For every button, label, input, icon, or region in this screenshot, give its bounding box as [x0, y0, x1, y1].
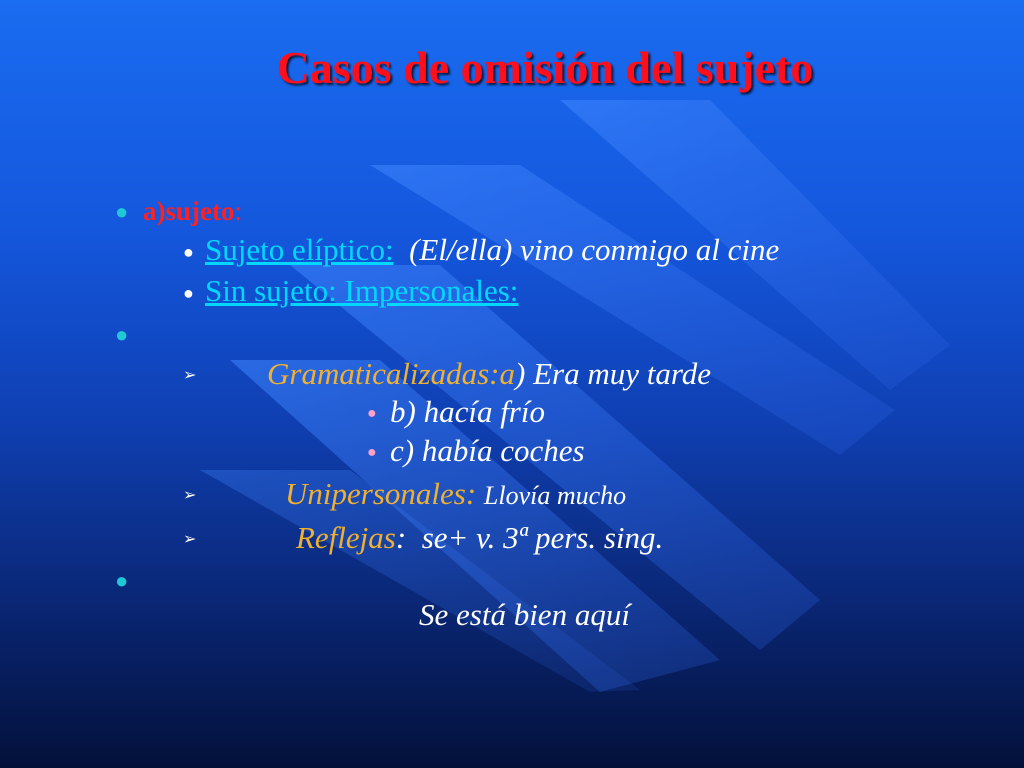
item-hacia-frio: b) hacía frío	[390, 394, 545, 429]
item-gramaticalizadas	[267, 355, 711, 393]
reflejas-label: Reflejas	[296, 520, 396, 555]
item-reflejas	[296, 519, 663, 557]
slide-title: Casos de omisión del sujeto	[276, 42, 814, 93]
sub-bullet-icon: ●	[183, 283, 194, 303]
sujeto-colon: :	[234, 196, 242, 226]
reflejas-example: se+ v. 3ª pers. sing.	[421, 520, 664, 555]
arrow-bullet-icon: ➢	[183, 367, 197, 384]
bullet-icon: ●	[115, 568, 129, 593]
bullet-icon: ●	[115, 322, 129, 347]
sujeto-eliptico-link[interactable]: Sujeto elíptico:	[205, 232, 394, 267]
sub-bullet-icon: ●	[183, 242, 194, 262]
pink-bullet-icon: ●	[367, 444, 377, 461]
item-unipersonales	[285, 475, 626, 515]
arrow-bullet-icon: ➢	[183, 487, 197, 504]
pink-bullet-icon: ●	[367, 405, 377, 422]
gramaticalizadas-a: a	[499, 356, 515, 391]
item-se-esta-bien: Se está bien aquí	[419, 597, 630, 632]
item-sujeto	[143, 192, 242, 230]
unipersonales-label: Unipersonales:	[285, 476, 477, 511]
item-habia-coches: c) había coches	[390, 433, 585, 468]
unipersonales-example: Llovía mucho	[483, 481, 627, 510]
item-sujeto-eliptico	[205, 231, 779, 269]
bullet-icon: ●	[115, 199, 129, 224]
arrow-bullet-icon: ➢	[183, 531, 197, 548]
gramaticalizadas-label: Gramaticalizadas:	[267, 356, 500, 391]
sujeto-label: a)sujeto	[143, 196, 235, 226]
sin-sujeto-link[interactable]: Sin sujeto: Impersonales:	[205, 273, 519, 308]
sujeto-eliptico-example: (El/ella) vino conmigo al cine	[409, 232, 780, 267]
gramaticalizadas-a-example: ) Era muy tarde	[515, 356, 712, 391]
reflejas-colon: :	[395, 520, 407, 555]
item-sin-sujeto	[205, 272, 518, 310]
